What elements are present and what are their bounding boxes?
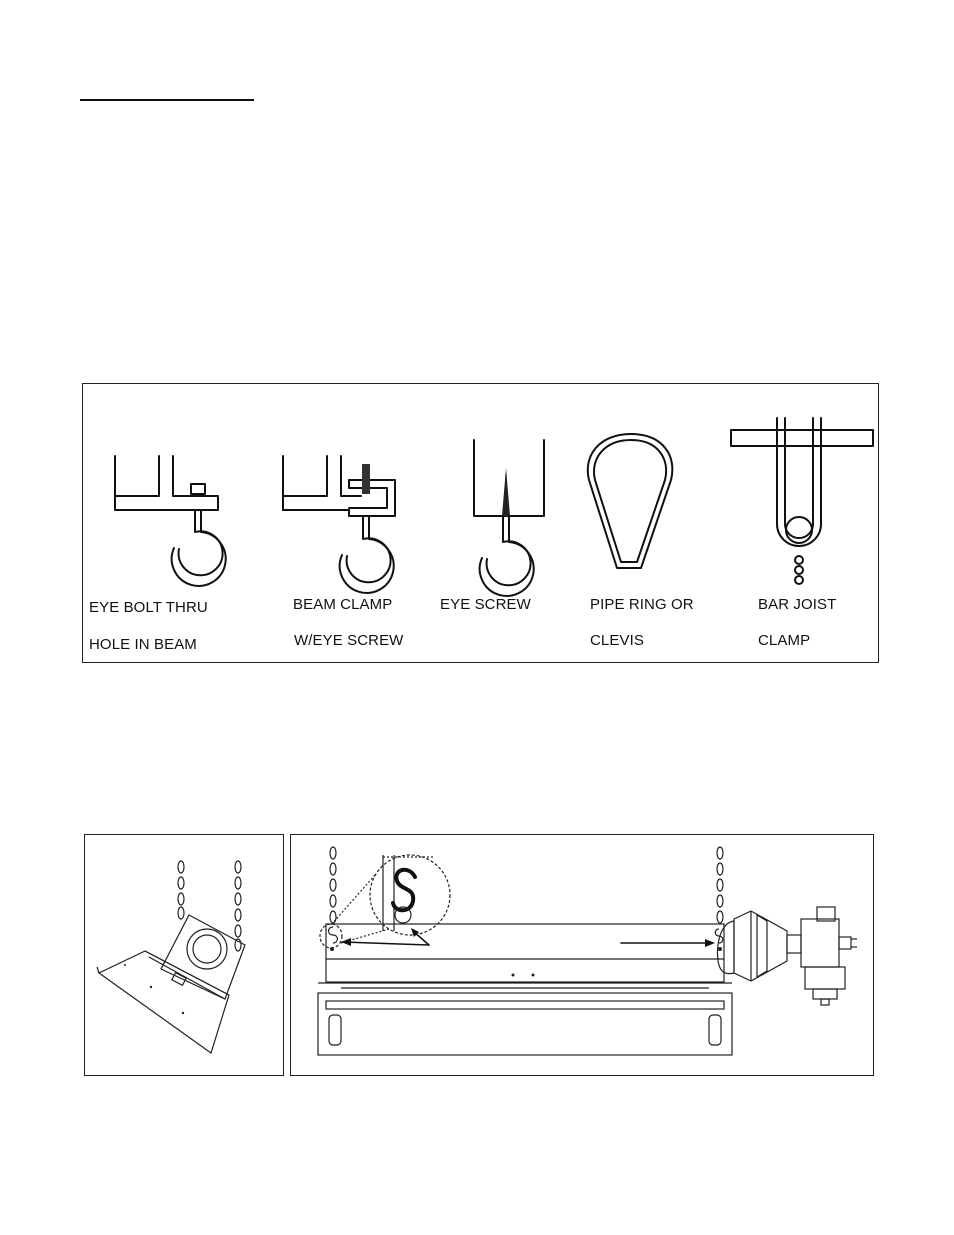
heater-side-view-panel [84,834,284,1076]
hanger-types-illustration [83,384,880,664]
hanger-label-pipe-ring-line2: CLEVIS [590,632,644,649]
eye-screw-icon [474,440,544,596]
hanger-types-panel [82,383,879,663]
hanger-label-eye-screw-line1: EYE SCREW [440,596,531,613]
hanger-label-beam-clamp-line2: W/EYE SCREW [294,632,404,649]
hanger-label-beam-clamp-line1: BEAM CLAMP [293,596,393,613]
hanger-label-eye-bolt-line1: EYE BOLT THRU [89,599,208,616]
right-chain-icon [717,847,723,923]
hanger-label-pipe-ring-line1: PIPE RING OR [590,596,694,613]
beam-clamp-icon [283,456,395,593]
heater-front-view-illustration [291,835,875,1077]
pipe-ring-icon [588,434,673,568]
right-chain-icon [235,861,241,951]
left-s-hook-icon [320,924,342,951]
hanger-label-eye-bolt-line2: HOLE IN BEAM [89,636,197,653]
heater-body-icon [97,915,245,1053]
pointer-arrows-icon [341,928,715,947]
hanger-label-bar-joist-line1: BAR JOIST [758,596,837,613]
hanger-label-bar-joist-line2: CLAMP [758,632,811,649]
heater-front-view-panel [290,834,874,1076]
section-heading-underline [80,99,254,101]
left-chain-icon [330,847,336,923]
s-hook-magnifier-icon [331,855,450,943]
left-chain-icon [178,861,184,919]
bar-joist-clamp-icon [731,418,873,584]
burner-assembly-icon [718,907,857,1005]
eye-bolt-icon [115,456,226,586]
heater-side-view-illustration [85,835,285,1077]
